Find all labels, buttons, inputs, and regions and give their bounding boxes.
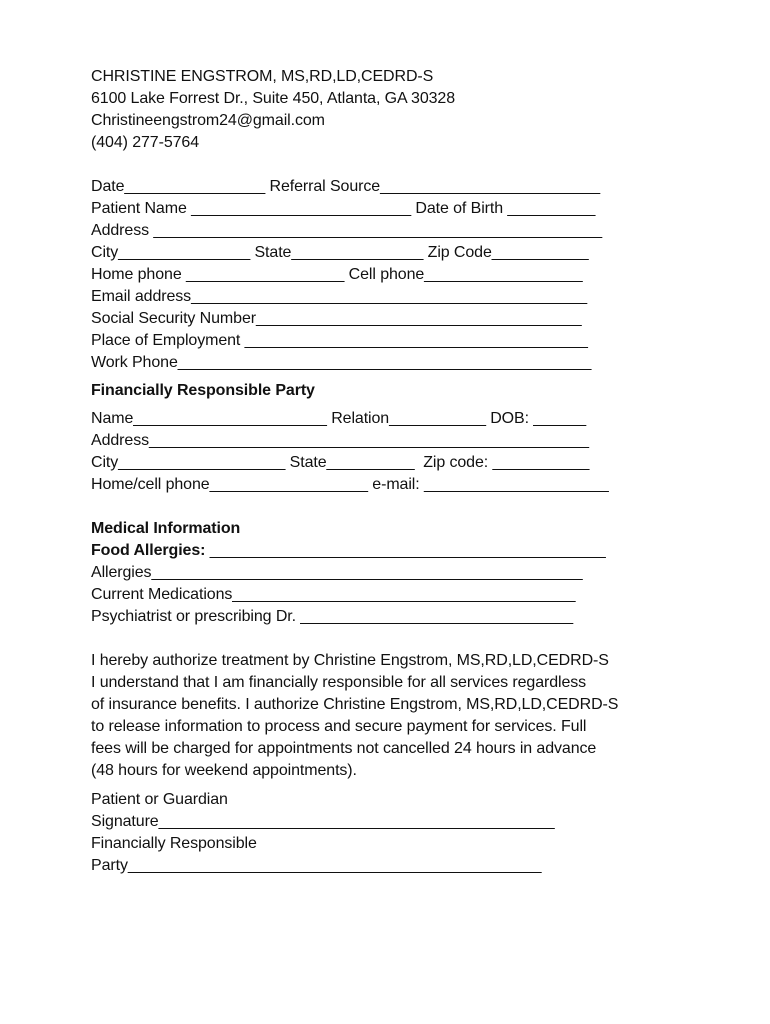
provider-name: CHRISTINE ENGSTROM, MS,RD,LD,CEDRD-S [91,68,434,85]
responsible-name-field[interactable]: Name______________________ Relation___________ DOB: ______ [91,410,587,427]
authorization-text-3: of insurance benefits. I authorize Christine Engstrom, MS,RD,LD,CEDRD-S [91,696,619,713]
psychiatrist-field[interactable]: Psychiatrist or prescribing Dr. _______________________________ [91,608,574,625]
responsible-party-heading: Financially Responsible Party [91,382,315,399]
authorization-text-6: (48 hours for weekend appointments). [91,762,357,779]
food-allergies-blank[interactable]: _____________________________________________ [205,542,606,559]
patient-name-dob-field[interactable]: Patient Name _________________________ Date of Birth __________ [91,200,596,217]
address-field[interactable]: Address ___________________________________________________ [91,222,603,239]
email-field[interactable]: Email address_____________________________________________ [91,288,588,305]
responsible-city-field[interactable]: City___________________ State__________ Zip code: ___________ [91,454,590,471]
medications-field[interactable]: Current Medications_______________________________________ [91,586,576,603]
responsible-address-field[interactable]: Address__________________________________________________ [91,432,589,449]
food-allergies-field[interactable] [91,540,606,562]
work-phone-field[interactable]: Work Phone_______________________________________________ [91,354,592,371]
city-state-zip-field[interactable]: City_______________ State_______________ Zip Code___________ [91,244,589,261]
provider-address: 6100 Lake Forrest Dr., Suite 450, Atlanta, GA 30328 [91,90,456,107]
medical-heading: Medical Information [91,520,241,537]
patient-guardian-label: Patient or Guardian [91,791,228,808]
phone-fields[interactable]: Home phone __________________ Cell phone__________________ [91,266,583,283]
responsible-party-label: Financially Responsible [91,835,257,852]
date-referral-field[interactable]: Date________________ Referral Source_________________________ [91,178,601,195]
authorization-text-1: I hereby authorize treatment by Christine Engstrom, MS,RD,LD,CEDRD-S [91,652,609,669]
allergies-field[interactable]: Allergies_________________________________________________ [91,564,583,581]
responsible-contact-field[interactable]: Home/cell phone__________________ e-mail: _____________________ [91,476,609,493]
authorization-text-5: fees will be charged for appointments not cancelled 24 hours in advance [91,740,597,757]
provider-email: Christineengstrom24@gmail.com [91,112,325,129]
food-allergies-label: Food Allergies: [91,542,206,559]
authorization-text-4: to release information to process and secure payment for services. Full [91,718,587,735]
responsible-signature-field[interactable]: Party_______________________________________________ [91,857,542,874]
patient-signature-field[interactable]: Signature_____________________________________________ [91,813,555,830]
employment-field[interactable]: Place of Employment _______________________________________ [91,332,588,349]
ssn-field[interactable]: Social Security Number_____________________________________ [91,310,582,327]
provider-phone: (404) 277-5764 [91,134,200,151]
authorization-text-2: I understand that I am financially responsible for all services regardless [91,674,587,691]
